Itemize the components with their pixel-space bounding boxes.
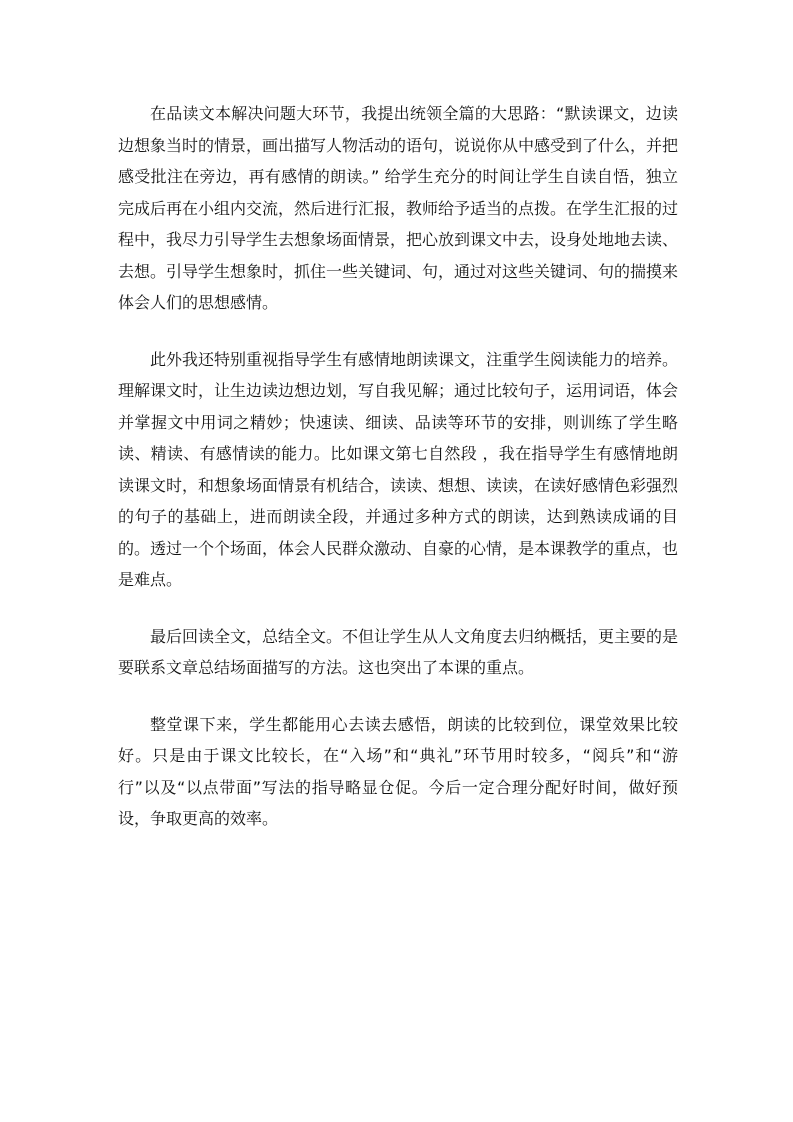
document-body: [118, 98, 678, 860]
paragraph-reflection: 整堂课下来，学生都能用心去读去感悟，朗读的比较到位，课堂效果比较好。只是由于课文比较长，在“入场”和“典礼”环节用时较多，“阅兵”和“游行”以及“以点带面”写法的指导略显仓促。今后一定合理分配好时间，做好预设，争取更高的效率。: [118, 714, 678, 828]
paragraph-summary: 最后回读全文，总结全文。不但让学生从人文角度去归纳概括，更主要的是要联系文章总结场面描写的方法。这也突出了本课的重点。: [118, 626, 679, 677]
paragraph-emotional-reading: 此外我还特别重视指导学生有感情地朗读课文，注重学生阅读能力的培养。理解课文时，让生边读边想边划，写自我见解；通过比较句子，运用词语，体会并掌握文中用词之精妙；快速读、细读、品读等环节的安排，则训练了学生略读、精读、有感情读的能力。比如课文第七自然段 ，我在指导学生有感情地朗读课文时，和想象场面情景有机结合，读读、想想、读读，在读好感情色彩强烈的句子的基础上，进而朗读全段，并通过多种方式的朗读，达到熟读成诵的目的。透过一个个场面，体会人民群众激动、自豪的心情，是本课教学的重点，也是难点。: [118, 349, 679, 589]
paragraph-reading-analysis: 在品读文本解决问题大环节，我提出统领全篇的大思路：“默读课文，边读边想象当时的情景，画出描写人物活动的语句，说说你从中感受到了什么，并把感受批注在旁边，再有感情的朗读。” 给学生充分的时间让学生自读自悟，独立完成后再在小组内交流，然后进行汇报，教师给予适当的点拨。在学生汇报的过程中，我尽力引导学生去想象场面情景，把心放到课文中去，设身处地地去读、去想。引导学生想象时，抓住一些关键词、句，通过对这些关键词、句的揣摸来体会人们的思想感情。: [118, 104, 679, 312]
